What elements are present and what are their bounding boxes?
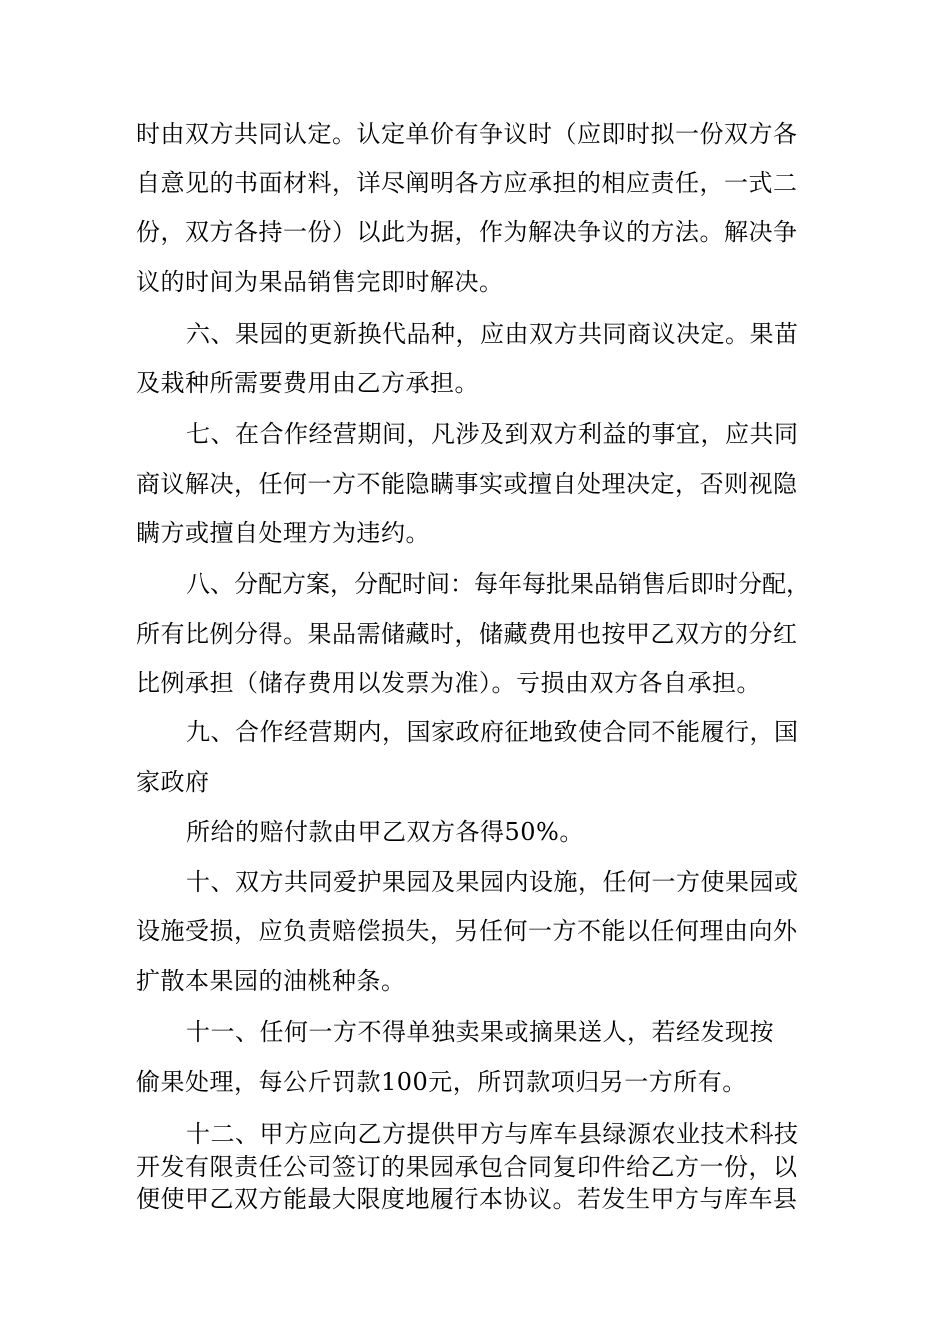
text-line: 便使甲乙双方能最大限度地履行本协议。若发生甲方与库车县 — [136, 1185, 798, 1213]
text-line: 家政府 — [136, 768, 210, 796]
text-line: 所给的赔付款由甲乙双方各得50%。 — [186, 818, 584, 846]
text-line: 及栽种所需要费用由乙方承担。 — [136, 369, 479, 397]
text-line: 偷果处理，每公斤罚款100元，所罚款项归另一方所有。 — [136, 1068, 747, 1096]
paragraph-11-line: 十一、任何一方不得单独卖果或摘果送人，若经发现按 — [186, 1018, 774, 1046]
paragraph-12-line: 十二、甲方应向乙方提供甲方与库车县绿源农业技术科技 — [186, 1120, 799, 1148]
text-line: 商议解决，任何一方不能隐瞒事实或擅自处理决定，否则视隐 — [136, 470, 798, 498]
paragraph-10-line: 十、双方共同爱护果园及果园内设施，任何一方使果园或 — [186, 868, 799, 896]
text-line: 瞒方或擅自处理方为违约。 — [136, 519, 430, 547]
text-line: 所有比例分得。果品需储藏时，储藏费用也按甲乙双方的分红 — [136, 620, 798, 648]
paragraph-9-line: 九、合作经营期内，国家政府征地致使合同不能履行，国 — [186, 718, 799, 746]
text-line: 自意见的书面材料，详尽阐明各方应承担的相应责任，一式二 — [136, 169, 798, 197]
text-line: 开发有限责任公司签订的果园承包合同复印件给乙方一份，以 — [136, 1153, 798, 1181]
paragraph-8-line: 八、分配方案，分配时间：每年每批果品销售后即时分配， — [186, 570, 810, 598]
text-line: 份，双方各持一份）以此为据，作为解决争议的方法。解决争 — [136, 218, 798, 246]
text-line: 议的时间为果品销售完即时解决。 — [136, 268, 504, 296]
text-line: 设施受损，应负责赔偿损失，另任何一方不能以任何理由向外 — [136, 917, 798, 945]
text-line: 扩散本果园的油桃种条。 — [136, 967, 406, 995]
paragraph-6-line: 六、果园的更新换代品种，应由双方共同商议决定。果苗 — [186, 320, 799, 348]
text-line: 时由双方共同认定。认定单价有争议时（应即时拟一份双方各 — [136, 120, 798, 148]
text-line: 比例承担（储存费用以发票为准）。亏损由双方各自承担。 — [136, 669, 761, 697]
paragraph-7-line: 七、在合作经营期间，凡涉及到双方利益的事宜，应共同 — [186, 420, 799, 448]
